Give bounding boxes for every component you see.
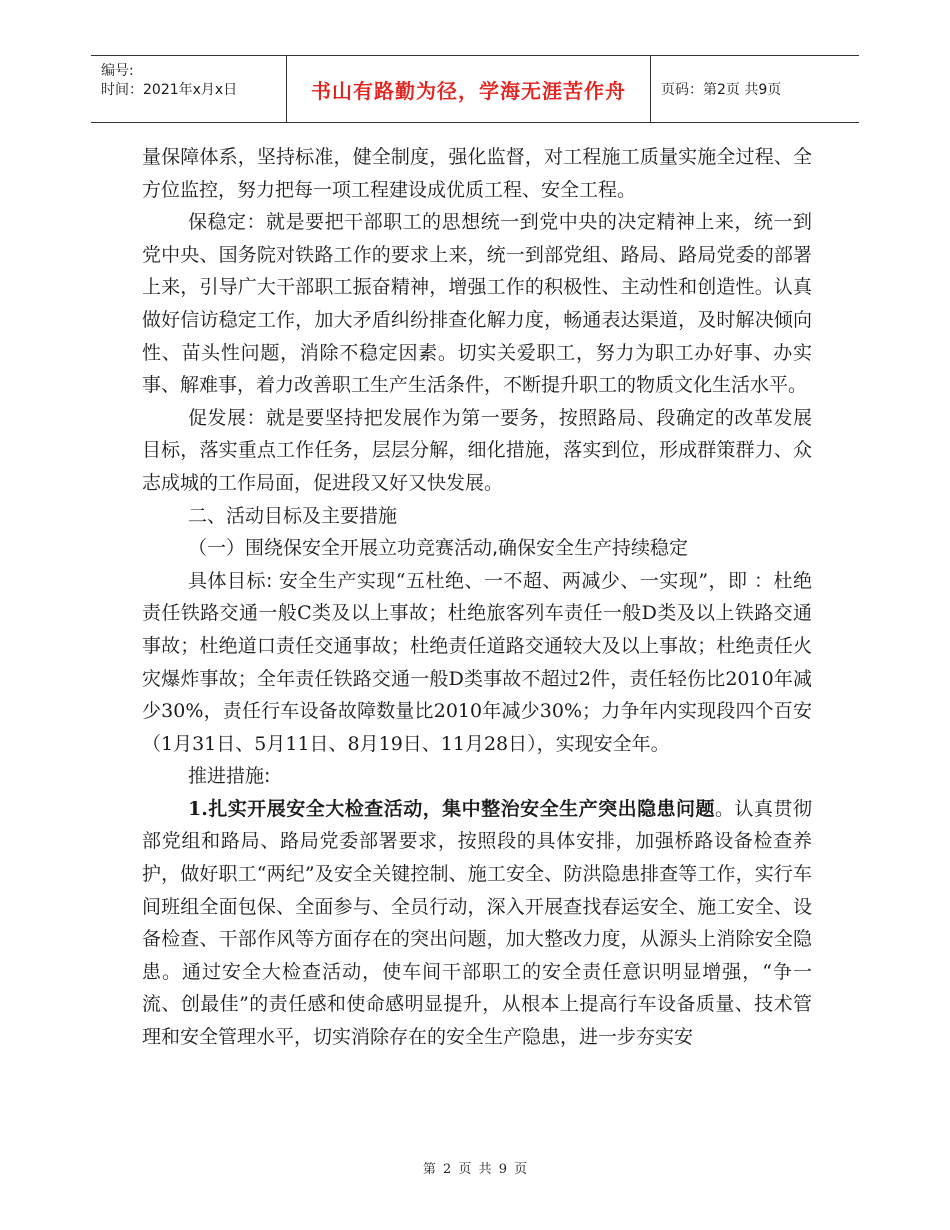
heading-measures: 推进措施: (188, 765, 271, 788)
stability-text: ：就是要把干部职工的思想统一到党中央的决定精神上来，统一到党中央、国务院对铁路工作的要求上来，统一到部党组、路局、路局党委的部署上来，引导广大干部职工振奋精神，增强工作的积极性、主动性和创造性。认真做好信访稳定工作，加大矛盾纠纷排查化解力度，畅通表达渠道，及时解决倾向性、苗头性问题，消除不稳定因素。切实关爱职工，努力为职工办好事、办实事、解难事，着力改善职工生产生活条件，不断提升职工的物质文化生活水平。 (142, 211, 812, 397)
measure-1-text: 。认真贯彻部党组和路局、路局党委部署要求，按照段的具体安排，加强桥路设备检查养护，做好职工“两纪”及安全关键控制、施工安全、防洪隐患排查等工作，实行车间班组全面包保、全面参与、全员行动，深入开展查找春运安全、施工安全、设备检查、干部作风等方面存在的突出问题，加大整改力度，从源头上消除安全隐患。通过安全大检查活动，使车间干部职工的安全责任意识明显增强，“争一流、创最佳”的责任感和使命感明显提升，从根本上提高行车设备质量、技术管理和安全管理水平，切实消除存在的安全生产隐患，进一步夯实安 (142, 797, 812, 1049)
header-meta (91, 56, 287, 122)
paragraph-specific-goals (142, 565, 812, 761)
header-page-info: 页码：第2页 共9页 (661, 82, 782, 98)
specific-goals-text: 安全生产实现“五杜绝、一不超、两减少、一实现”，即 ：杜绝责任铁路交通一般C类及以上事故；杜绝旅客列车责任一般D类及以上铁路交通事故；杜绝道口责任交通事故；杜绝责任道路交通较大及以上事故；杜绝责任火灾爆炸事故；全年责任铁路交通一般D类事故不超过2件，责任轻伤比2010年减少30%，责任行车设备故障数量比2010年减少30%；力争年内实现段四个百安（1月31日、5月11日、8月19日、11月28日），实现安全年。 (142, 569, 812, 755)
document-body (142, 141, 812, 1054)
stability-lead: 保稳定 (188, 211, 247, 234)
paragraph-stability (142, 206, 812, 402)
development-text: ：就是要坚持把发展作为第一要务，按照路局、段确定的改革发展目标，落实重点工作任务，层层分解，细化措施，落实到位，形成群策群力、众志成城的工作局面，促进段又好又快发展。 (142, 406, 812, 494)
page-header (91, 55, 859, 123)
paragraph-quality: 量保障体系，坚持标准，健全制度，强化监督，对工程施工质量实施全过程、全方位监控，努力把每一项工程建设成优质工程、安全工程。 (142, 146, 812, 201)
header-motto: 书山有路勤为径，学海无涯苦作舟 (287, 56, 651, 122)
document-number-label: 编号: (101, 63, 134, 79)
specific-goals-lead: 具体目标: (188, 569, 273, 592)
paragraph-measure-1 (142, 793, 812, 1054)
subsection-heading-safety: （一）围绕保安全开展立功竞赛活动,确保安全生产持续稳定 (188, 537, 689, 560)
document-date-label: 时间：2021年x月x日 (101, 82, 238, 98)
measure-1-lead: 1.扎实开展安全大检查活动，集中整治安全生产突出隐患问题 (188, 797, 716, 820)
page-footer: 第 2 页 共 9 页 (422, 1162, 528, 1177)
development-lead: 促发展 (188, 406, 247, 429)
section-heading-goals: 二、活动目标及主要措施 (188, 504, 398, 527)
paragraph-development (142, 402, 812, 500)
